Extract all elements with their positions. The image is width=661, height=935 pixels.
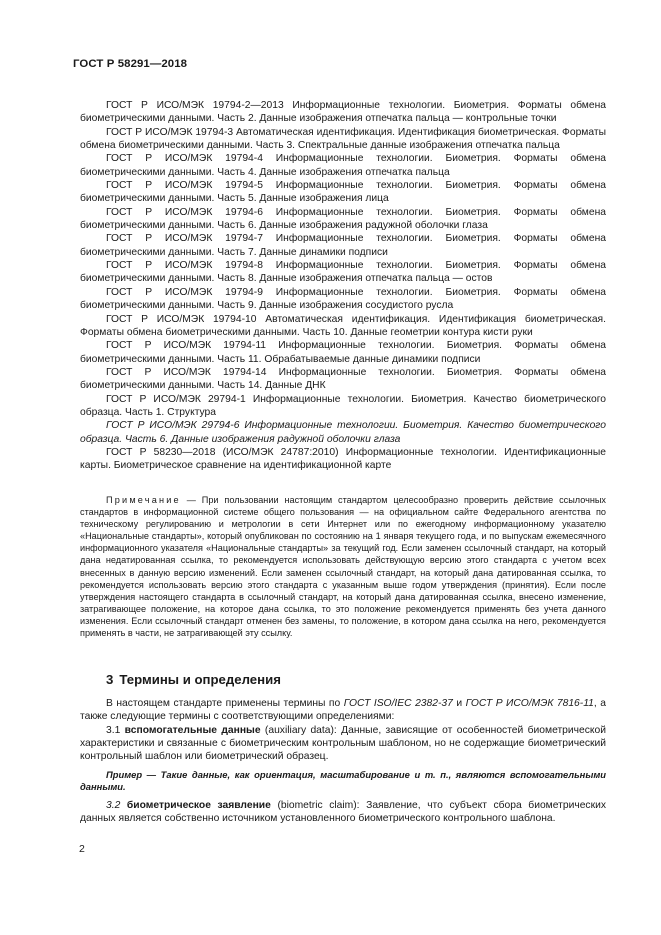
reference-item: ГОСТ Р ИСО/МЭК 19794-2—2013 Информационные технологии. Биометрия. Форматы обмена биометрическими данными. Часть 2. Данные изображения отпечатка пальца — контрольные точки xyxy=(80,100,606,125)
note-text: — При пользовании настоящим стандартом целесообразно проверить действие ссылочных стандартов в информационной системе общего пользования — на официальном сайте Федерального агентства по техническому регулированию и метрологии в сети Интернет или по ежегодному информационному указателю «Национальные стандарты», который опубликован по состоянию на 1 января текущего года, и по выпускам ежемесячного информационного указателя «Национальные стандарты» за текущий год. Если заменен ссылочный стандарт, на который дана недатированная ссылка, то рекомендуется использовать действующую версию этого стандарта с учетом всех внесенных в данную версию изменений. Если заменен ссылочный стандарт, на который дана датированная ссылка, то рекомендуется использовать версию этого стандарта с указанным выше годом утверждения (принятия). Если после утверждения настоящего стандарта в ссылочный стандарт, на который дана датированная ссылка, внесено изменение, затрагивающее положение, на которое дана ссылка, то это положение рекомендуется применять без учета данного изменения. Если ссылочный стандарт отменен без замены, то положение, в котором дана ссылка на него, рекомендуется применять в части, не затрагивающей эту ссылку. xyxy=(80,495,606,639)
page-number: 2 xyxy=(79,843,85,855)
reference-item: ГОСТ Р ИСО/МЭК 19794-5 Информационные технологии. Биометрия. Форматы обмена биометрическими данными. Часть 5. Данные изображения лица xyxy=(80,180,606,205)
term-name: вспомогательные данные xyxy=(124,724,261,736)
term-definition: (biometric claim): Заявление, что субъект сбора биометрических данных является собственно источником установленного биометрического контрольного шаблона. xyxy=(80,799,606,825)
section-number: 3 xyxy=(106,672,114,687)
intro-ref-link: ГОСТ ISO/IEC 2382-37 xyxy=(343,698,453,709)
reference-item-italic: ГОСТ Р ИСО/МЭК 29794-6 Информационные технологии. Биометрия. Качество биометрического образца. Часть 6. Данные изображения радужной оболочки глаза xyxy=(80,420,606,445)
reference-item: ГОСТ Р ИСО/МЭК 19794-6 Информационные технологии. Биометрия. Форматы обмена биометрическими данными. Часть 6. Данные изображения радужной оболочки глаза xyxy=(80,206,606,232)
reference-item: ГОСТ Р ИСО/МЭК 19794-3 Автоматическая идентификация. Идентификация биометрическая. Форматы обмена биометрическими данными. Часть 3. Спектральные данные изображения отпечатка пальца xyxy=(80,126,606,152)
note-label: Примечание xyxy=(106,495,181,505)
reference-item: ГОСТ Р 58230—2018 (ИСО/МЭК 24787:2010) Информационные технологии. Идентификационные карты. Биометрическое сравнение на идентификационной карте xyxy=(80,446,606,472)
term-number: 3.1 xyxy=(106,724,121,736)
term-entry xyxy=(80,724,606,764)
term-number: 3.2 xyxy=(106,799,121,811)
intro-conj: и xyxy=(456,698,463,709)
section-title: Термины и определения xyxy=(119,672,281,687)
reference-item: ГОСТ Р ИСО/МЭК 19794-14 Информационные технологии. Биометрия. Форматы обмена биометрическими данными. Часть 14. Данные ДНК xyxy=(80,366,606,392)
section-heading xyxy=(106,672,287,687)
reference-item: ГОСТ Р ИСО/МЭК 19794-10 Автоматическая идентификация. Идентификация биометрическая. Форматы обмена биометрическими данными. Часть 10. Данные геометрии контура кисти руки xyxy=(80,313,606,338)
normative-references xyxy=(80,99,606,473)
note-block xyxy=(80,494,606,639)
note-paragraph xyxy=(80,494,606,639)
reference-item: ГОСТ Р ИСО/МЭК 19794-4 Информационные технологии. Биометрия. Форматы обмена биометрическими данными. Часть 4. Данные изображения отпечатка пальца xyxy=(80,153,606,178)
reference-item: ГОСТ Р ИСО/МЭК 19794-8 Информационные технологии. Биометрия. Форматы обмена биометрическими данными. Часть 8. Данные изображения отпечатка пальца — остов xyxy=(80,260,606,285)
term-entry xyxy=(80,799,606,826)
intro-ref-link: ГОСТ Р ИСО/МЭК 7816-11 xyxy=(465,698,594,709)
reference-item: ГОСТ Р ИСО/МЭК 29794-1 Информационные технологии. Биометрия. Качество биометрического образца. Часть 1. Структура xyxy=(80,393,606,418)
term-definition: (auxiliary data): Данные, зависящие от особенностей биометрической характеристики и связанные с биометрическим контрольным шаблоном, но не содержащие биометрический контрольный шаблон или биометрический образец. xyxy=(80,724,606,763)
intro-text: , а также следующие термины с соответствующими определениями: xyxy=(80,698,606,723)
term-name: биометрическое заявление xyxy=(126,799,271,811)
intro-text: В настоящем стандарте применены термины по xyxy=(106,698,341,709)
terms-intro xyxy=(80,697,606,724)
reference-item: ГОСТ Р ИСО/МЭК 19794-7 Информационные технологии. Биометрия. Форматы обмена биометрическими данными. Часть 7. Данные динамики подписи xyxy=(80,233,606,258)
document-header: ГОСТ Р 58291—2018 xyxy=(73,58,188,70)
reference-item: ГОСТ Р ИСО/МЭК 19794-11 Информационные технологии. Биометрия. Форматы обмена биометрическими данными. Часть 11. Обрабатываемые данные динамики подписи xyxy=(80,340,606,365)
terms-block xyxy=(80,697,606,826)
term-example: Пример — Такие данные, как ориентация, масштабирование и т. п., являются вспомогательными данными. xyxy=(80,768,606,793)
reference-item: ГОСТ Р ИСО/МЭК 19794-9 Информационные технологии. Биометрия. Форматы обмена биометрическими данными. Часть 9. Данные изображения сосудистого русла xyxy=(80,286,606,312)
